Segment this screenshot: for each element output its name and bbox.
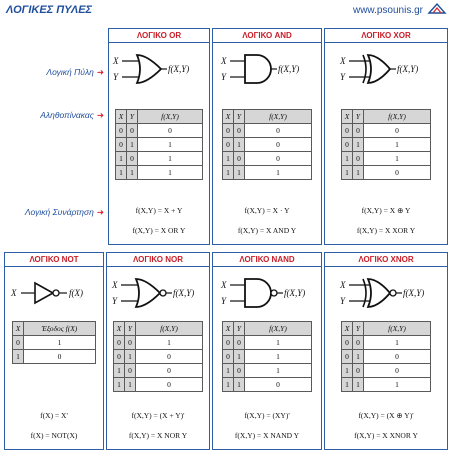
- input-value-cell: 0: [234, 152, 245, 166]
- xor-input-arc: [363, 279, 366, 307]
- table-row: [342, 336, 431, 350]
- boolean-function-expression: f(X,Y) = (XY)': [244, 411, 290, 420]
- output-value-cell: 0: [138, 124, 203, 138]
- and-gate-body: [245, 55, 271, 83]
- gate-card-xor: [324, 28, 448, 245]
- arrow-right-icon: ➜: [96, 110, 104, 120]
- truth-table-header: [342, 110, 431, 124]
- input-value-cell: 1: [223, 364, 234, 378]
- gate-input-x-label: X: [340, 280, 346, 290]
- gate-output-label: f(X,Y): [397, 64, 419, 74]
- truth-table-header: [13, 322, 96, 336]
- output-value-cell: 1: [245, 336, 312, 350]
- truth-table-header-cell: f(X,Y): [245, 322, 312, 336]
- table-row: [114, 336, 203, 350]
- input-value-cell: 0: [116, 124, 127, 138]
- table-row: [223, 152, 312, 166]
- output-value-cell: 0: [245, 378, 312, 392]
- truth-table-header-cell: Y: [353, 110, 364, 124]
- site-logo-icon: [427, 2, 447, 16]
- gate-input-y-label: Y: [112, 296, 118, 306]
- output-value-cell: 1: [138, 152, 203, 166]
- output-value-cell: 0: [136, 378, 203, 392]
- input-value-cell: 0: [342, 336, 353, 350]
- input-value-cell: 1: [353, 166, 364, 180]
- truth-table: [341, 109, 431, 180]
- output-value-cell: 0: [136, 350, 203, 364]
- gate-card-or: [108, 28, 210, 245]
- truth-table-header-cell: Y: [234, 110, 245, 124]
- gate-input-x-label: X: [221, 280, 227, 290]
- boolean-function-name: f(X,Y) = X NAND Y: [234, 431, 300, 440]
- input-value-cell: 1: [223, 166, 234, 180]
- boolean-function-expression: f(X,Y) = X · Y: [244, 206, 290, 215]
- truth-table: [222, 321, 312, 392]
- gate-input-y-label: Y: [340, 296, 346, 306]
- input-value-cell: 0: [353, 336, 364, 350]
- gate-card-title: ΛΟΓΙΚΟ NOT: [5, 253, 103, 267]
- input-value-cell: 1: [342, 364, 353, 378]
- boolean-function-expression: f(X,Y) = (X + Y)': [131, 411, 185, 420]
- truth-table-header-cell: f(X,Y): [138, 110, 203, 124]
- table-row: [223, 364, 312, 378]
- input-value-cell: 1: [223, 378, 234, 392]
- output-value-cell: 1: [136, 336, 203, 350]
- input-value-cell: 0: [234, 364, 245, 378]
- output-value-cell: 1: [364, 336, 431, 350]
- gate-input-x-label: X: [112, 280, 118, 290]
- gate-input-y-label: Y: [221, 72, 227, 82]
- site-url[interactable]: www.psounis.gr: [352, 5, 423, 16]
- truth-table: [115, 109, 203, 180]
- input-value-cell: 0: [342, 350, 353, 364]
- nor-gate-symbol: [107, 273, 209, 313]
- input-value-cell: 0: [353, 124, 364, 138]
- input-value-cell: 0: [223, 138, 234, 152]
- table-row: [114, 350, 203, 364]
- input-value-cell: 1: [223, 152, 234, 166]
- truth-table-header-cell: X: [223, 322, 234, 336]
- page-title: ΛΟΓΙΚΕΣ ΠΥΛΕΣ: [6, 4, 93, 16]
- gate-card-title: ΛΟΓΙΚΟ NOR: [107, 253, 209, 267]
- table-row: [114, 378, 203, 392]
- truth-table-header-cell: Έξοδος f(X): [24, 322, 96, 336]
- nand-gate-symbol: [213, 273, 321, 313]
- input-value-cell: 1: [127, 166, 138, 180]
- truth-table-header: [223, 322, 312, 336]
- truth-table-header-cell: X: [116, 110, 127, 124]
- gate-card-title: ΛΟΓΙΚΟ NAND: [213, 253, 321, 267]
- table-row: [13, 350, 96, 364]
- gate-input-y-label: Y: [113, 72, 119, 82]
- or-gate-symbol: [109, 49, 209, 89]
- output-value-cell: 0: [245, 152, 312, 166]
- table-row: [342, 124, 431, 138]
- truth-table: [12, 321, 96, 364]
- output-value-cell: 1: [364, 378, 431, 392]
- gate-input-x-label: X: [340, 56, 346, 66]
- boolean-function-name: f(X,Y) = X AND Y: [237, 226, 297, 235]
- truth-table-header-cell: Y: [353, 322, 364, 336]
- table-row: [342, 152, 431, 166]
- output-value-cell: 0: [24, 350, 96, 364]
- output-value-cell: 1: [138, 166, 203, 180]
- nand-gate-body: [245, 279, 271, 307]
- input-value-cell: 1: [342, 152, 353, 166]
- xor-gate-symbol: [325, 49, 447, 89]
- gate-card-title: ΛΟΓΙΚΟ AND: [213, 29, 321, 43]
- truth-table-header-cell: X: [13, 322, 24, 336]
- output-value-cell: 1: [245, 350, 312, 364]
- input-value-cell: 1: [125, 350, 136, 364]
- input-value-cell: 0: [114, 336, 125, 350]
- gate-input-x-label: X: [221, 56, 227, 66]
- boolean-function-name: f(X,Y) = X NOR Y: [128, 431, 188, 440]
- table-row: [342, 166, 431, 180]
- input-value-cell: 1: [13, 350, 24, 364]
- xnor-gate-symbol: [325, 273, 447, 313]
- arrow-right-icon: ➜: [96, 67, 104, 77]
- boolean-function-expression: f(X,Y) = X ⊕ Y: [361, 206, 411, 215]
- output-value-cell: 1: [364, 152, 431, 166]
- truth-table-header-cell: Y: [125, 322, 136, 336]
- input-value-cell: 1: [234, 138, 245, 152]
- table-row: [223, 378, 312, 392]
- input-value-cell: 1: [353, 378, 364, 392]
- arrow-right-icon: ➜: [96, 207, 104, 217]
- input-value-cell: 0: [114, 350, 125, 364]
- input-value-cell: 1: [127, 138, 138, 152]
- input-value-cell: 0: [125, 364, 136, 378]
- not-gate-symbol: [5, 273, 103, 313]
- table-row: [114, 364, 203, 378]
- gate-card-title: ΛΟΓΙΚΟ XOR: [325, 29, 447, 43]
- input-value-cell: 0: [13, 336, 24, 350]
- boolean-function-expression: f(X) = X': [40, 411, 68, 420]
- and-gate-symbol: [213, 49, 321, 89]
- nor-gate-body: [136, 279, 160, 307]
- output-value-cell: 1: [245, 364, 312, 378]
- table-row: [342, 350, 431, 364]
- output-value-cell: 0: [245, 138, 312, 152]
- row-label-truth-table: Αληθοπίνακας ➜: [40, 110, 104, 120]
- input-value-cell: 1: [234, 166, 245, 180]
- boolean-function-expression: f(X,Y) = (X ⊕ Y)': [358, 411, 414, 420]
- gate-input-y-label: Y: [340, 72, 346, 82]
- truth-table: [341, 321, 431, 392]
- xnor-gate-body: [368, 279, 390, 307]
- inversion-bubble: [53, 290, 59, 296]
- output-value-cell: 1: [364, 138, 431, 152]
- truth-table-header-cell: X: [223, 110, 234, 124]
- inversion-bubble: [271, 290, 277, 296]
- input-value-cell: 0: [127, 124, 138, 138]
- table-row: [223, 138, 312, 152]
- input-value-cell: 1: [116, 166, 127, 180]
- truth-table: [113, 321, 203, 392]
- gate-input-x-label: X: [113, 56, 119, 66]
- table-row: [223, 336, 312, 350]
- truth-table-header-cell: X: [342, 322, 353, 336]
- gate-input-y-label: Y: [221, 296, 227, 306]
- truth-table-header-cell: f(X,Y): [245, 110, 312, 124]
- input-value-cell: 0: [353, 364, 364, 378]
- gate-card-nand: [212, 252, 322, 450]
- boolean-function-name: f(X,Y) = X XOR Y: [356, 226, 416, 235]
- input-value-cell: 1: [353, 138, 364, 152]
- table-row: [116, 166, 203, 180]
- output-value-cell: 0: [245, 124, 312, 138]
- input-value-cell: 0: [223, 336, 234, 350]
- input-value-cell: 1: [234, 350, 245, 364]
- output-value-cell: 0: [364, 364, 431, 378]
- gate-output-label: f(X,Y): [168, 64, 190, 74]
- table-row: [116, 124, 203, 138]
- output-value-cell: 1: [138, 138, 203, 152]
- input-value-cell: 1: [342, 378, 353, 392]
- input-value-cell: 1: [342, 166, 353, 180]
- gate-output-label: f(X,Y): [278, 64, 300, 74]
- gate-card-xnor: [324, 252, 448, 450]
- xor-gate-body: [368, 55, 390, 83]
- gate-card-nor: [106, 252, 210, 450]
- truth-table-header: [342, 322, 431, 336]
- gate-card-and: [212, 28, 322, 245]
- xor-input-arc: [363, 55, 366, 83]
- input-value-cell: 0: [223, 124, 234, 138]
- input-value-cell: 1: [114, 364, 125, 378]
- truth-table-header: [114, 322, 203, 336]
- input-value-cell: 0: [125, 336, 136, 350]
- table-row: [223, 124, 312, 138]
- gate-output-label: f(X,Y): [284, 288, 306, 298]
- input-value-cell: 0: [116, 138, 127, 152]
- input-value-cell: 0: [223, 350, 234, 364]
- table-row: [223, 166, 312, 180]
- input-value-cell: 0: [234, 336, 245, 350]
- table-row: [116, 138, 203, 152]
- output-value-cell: 0: [364, 166, 431, 180]
- inversion-bubble: [390, 290, 396, 296]
- boolean-function-expression: f(X,Y) = X + Y: [135, 206, 183, 215]
- table-row: [13, 336, 96, 350]
- truth-table-header-cell: X: [114, 322, 125, 336]
- truth-table-header-cell: X: [342, 110, 353, 124]
- truth-table-header-cell: Y: [127, 110, 138, 124]
- boolean-function-name: f(X,Y) = X XNOR Y: [354, 431, 418, 440]
- truth-table-header: [223, 110, 312, 124]
- input-value-cell: 0: [353, 152, 364, 166]
- truth-table-header-cell: Y: [234, 322, 245, 336]
- row-label-function: Λογική Συνάρτηση ➜: [24, 207, 104, 217]
- truth-table-header-cell: f(X,Y): [364, 322, 431, 336]
- output-value-cell: 1: [24, 336, 96, 350]
- boolean-function-name: f(X,Y) = X OR Y: [132, 226, 186, 235]
- gate-output-label: f(X,Y): [403, 288, 425, 298]
- output-value-cell: 0: [136, 364, 203, 378]
- input-value-cell: 0: [127, 152, 138, 166]
- gate-card-not: [4, 252, 104, 450]
- input-value-cell: 1: [234, 378, 245, 392]
- output-value-cell: 1: [245, 166, 312, 180]
- table-row: [223, 350, 312, 364]
- input-value-cell: 0: [234, 124, 245, 138]
- output-value-cell: 0: [364, 350, 431, 364]
- truth-table-header-cell: f(X,Y): [364, 110, 431, 124]
- input-value-cell: 0: [342, 124, 353, 138]
- boolean-function-name: f(X) = NOT(X): [30, 431, 78, 440]
- input-value-cell: 1: [116, 152, 127, 166]
- truth-table: [222, 109, 312, 180]
- gate-card-title: ΛΟΓΙΚΟ XNOR: [325, 253, 447, 267]
- table-row: [342, 378, 431, 392]
- input-value-cell: 0: [342, 138, 353, 152]
- gate-input-x-label: X: [11, 288, 17, 298]
- not-gate-body: [35, 283, 53, 303]
- table-row: [342, 138, 431, 152]
- table-row: [342, 364, 431, 378]
- input-value-cell: 1: [353, 350, 364, 364]
- gate-output-label: f(X,Y): [173, 288, 195, 298]
- truth-table-header: [116, 110, 203, 124]
- row-label-gate: Λογική Πύλη ➜: [46, 67, 104, 77]
- inversion-bubble: [160, 290, 166, 296]
- output-value-cell: 0: [364, 124, 431, 138]
- gate-output-label: f(X): [69, 288, 83, 298]
- or-gate-body: [137, 55, 161, 83]
- table-row: [116, 152, 203, 166]
- truth-table-header-cell: f(X,Y): [136, 322, 203, 336]
- input-value-cell: 1: [125, 378, 136, 392]
- gate-card-title: ΛΟΓΙΚΟ OR: [109, 29, 209, 43]
- input-value-cell: 1: [114, 378, 125, 392]
